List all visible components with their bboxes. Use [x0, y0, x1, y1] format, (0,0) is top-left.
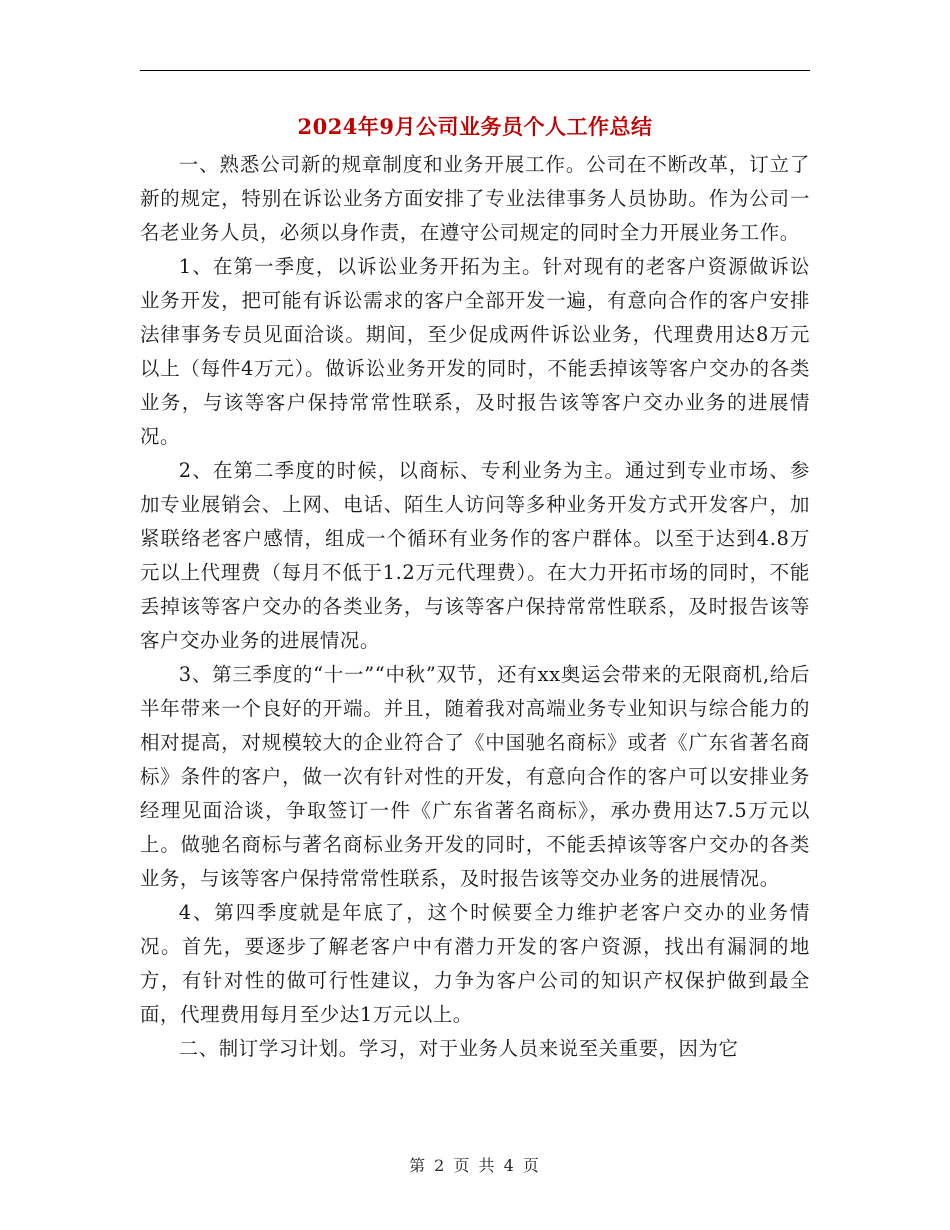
document-title: 2024年9月公司业务员个人工作总结 — [297, 114, 653, 139]
footer-middle: 页 共 — [453, 1156, 497, 1175]
footer-suffix: 页 — [522, 1156, 541, 1175]
paragraph-q4: 4、第四季度就是年底了，这个时候要全力维护老客户交办的业务情况。首先，要逐步了解老客户中有潜力开发的客户资源，找出有漏洞的地方，有针对性的做可行性建议，力争为客户公司的知识产权保护做到最全面，代理费用每月至少达1万元以上。 — [140, 901, 810, 1026]
paragraph-section-2: 二、制订学习计划。学习，对于业务人员来说至关重要，因为它 — [178, 1037, 739, 1060]
header-rule — [140, 70, 810, 71]
paragraph-q2: 2、在第二季度的时候，以商标、专利业务为主。通过到专业市场、参加专业展销会、上网、电话、陌生人访问等多种业务开发方式开发客户，加紧联络老客户感情，组成一个循环有业务作的客户群体。以至于达到4.8万元以上代理费（每月不低于1.2万元代理费）。在大力开拓市场的同时，不能丢掉该等客户交办的各类业务，与该等客户保持常常性联系，及时报告该等客户交办业务的进展情况。 — [140, 459, 810, 652]
page-footer — [0, 1153, 950, 1176]
footer-page-number: 2 — [434, 1156, 447, 1175]
footer-total-pages: 4 — [503, 1156, 516, 1175]
paragraph-section-1: 一、熟悉公司新的规章制度和业务开展工作。公司在不断改革，订立了新的规定，特别在诉讼业务方面安排了专业法律事务人员协助。作为公司一名老业务人员，必须以身作责，在遵守公司规定的同时全力开展业务工作。 — [140, 153, 810, 244]
paragraph-q3: 3、第三季度的“十一”“中秋”双节，还有xx奥运会带来的无限商机,给后半年带来一个良好的开端。并且，随着我对高端业务专业知识与综合能力的相对提高，对规模较大的企业符合了《中国驰名商标》或者《广东省著名商标》条件的客户，做一次有针对性的开发，有意向合作的客户可以安排业务经理见面洽谈，争取签订一件《广东省著名商标》，承办费用达7.5万元以上。做驰名商标与著名商标业务开发的同时，不能丢掉该等客户交办的各类业务，与该等客户保持常常性联系，及时报告该等交办业务的进展情况。 — [140, 663, 810, 890]
footer-prefix: 第 — [409, 1156, 428, 1175]
document-body — [140, 148, 810, 1066]
paragraph-q1: 1、在第一季度，以诉讼业务开拓为主。针对现有的老客户资源做诉讼业务开发，把可能有诉讼需求的客户全部开发一遍，有意向合作的客户安排法律事务专员见面洽谈。期间，至少促成两件诉讼业务，代理费用达8万元以上（每件4万元）。做诉讼业务开发的同时，不能丢掉该等客户交办的各类业务，与该等客户保持常常性联系，及时报告该等客户交办业务的进展情况。 — [140, 255, 810, 448]
